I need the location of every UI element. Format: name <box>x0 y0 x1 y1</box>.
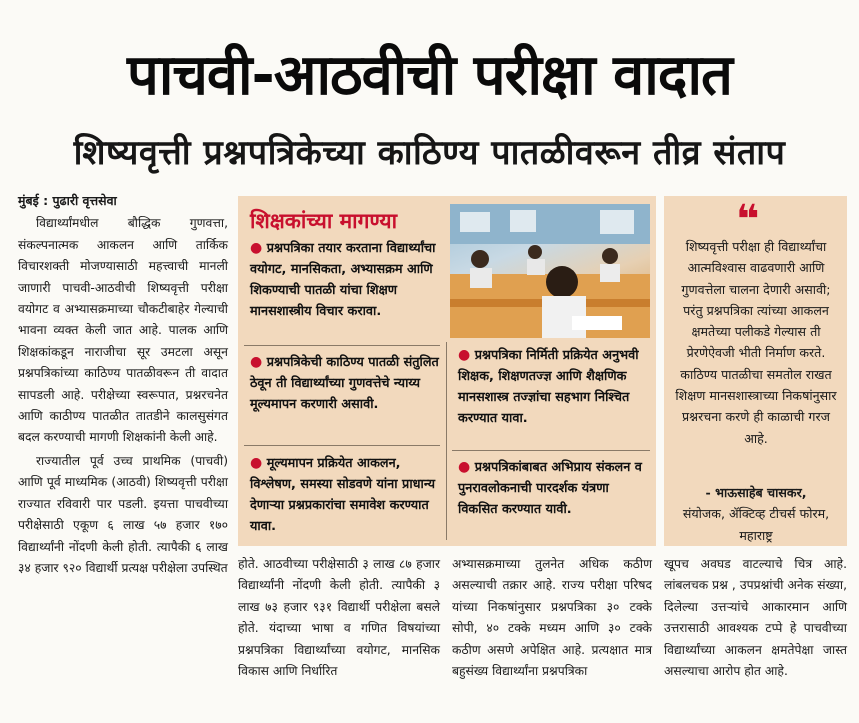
demand-item-2 <box>250 352 442 415</box>
divider <box>446 342 447 540</box>
quote-mark-icon: ❝ <box>736 197 760 243</box>
subheadline: शिष्यवृत्ती प्रश्नपत्रिकेच्या काठिण्य पातळीवरून तीव्र संताप <box>73 133 786 173</box>
students-exam-photo <box>450 204 650 338</box>
bullet-icon: ● <box>458 459 471 475</box>
bottom-column-1: होते. आठवीच्या परीक्षेसाठी ३ लाख ८७ हजार विद्यार्थ्यांनी नोंदणी केली होती. त्यापैकी ३ लाख ७३ हजार ९३१ विद्यार्थी परीक्षेला बसले होते. यंदाच्या भाषा व गणित विषयांच्या प्रश्नपत्रिका विद्यार्थ्यांच्या वयोगट, मानसिक विकास आणि निर्धारित <box>238 557 440 679</box>
demands-title: शिक्षकांच्या मागण्या <box>250 209 398 233</box>
bottom-column-2: अभ्यासक्रमाच्या तुलनेत अधिक कठीण असल्याची तक्रार आहे. राज्य परीक्षा परिषद यांच्या निकषांनुसार प्रश्नपत्रिका ३० टक्के सोपी, ४० टक्के मध्यम आणि ३० टक्के कठीण असणे अपेक्षित आहे. प्रत्यक्षात मात्र बहुसंख्य विद्यार्थ्यांना प्रश्नपत्रिका <box>452 557 652 679</box>
quote-author <box>670 482 842 546</box>
left-column <box>18 190 228 581</box>
bullet-icon: ● <box>458 347 471 363</box>
demand-text: प्रश्नपत्रिका तयार करताना विद्यार्थ्यांचा वयोगट, मानसिकता, अभ्यासक्रम आणि शिकण्याची पातळी यांचा शिक्षण मानसशास्त्रीय विचार करावा. <box>250 241 436 319</box>
bullet-icon: ● <box>250 354 263 370</box>
demand-item-4 <box>458 345 650 429</box>
bullet-icon: ● <box>250 455 263 471</box>
demand-item-5 <box>458 457 650 520</box>
bottom-column-3: खूपच अवघड वाटल्याचे चित्र आहे. लांबलचक प्रश्न , उपप्रश्नांची अनेक संख्या, दिलेल्या उत्तऱ्यांचे आकारमान आणि उत्तरासाठी आवश्यक टप्पे हे पाचवीच्या विद्यार्थ्यांच्या आकलन क्षमतेपेक्षा जास्त असल्याचा आरोप होत आहे. <box>664 557 847 679</box>
demand-text: प्रश्नपत्रिकेची काठिण्य पातळी संतुलित ठेवून ती विद्यार्थ्यांच्या गुणवत्तेचे न्याय्य मूल्यमापन करणारी असावी. <box>250 355 439 412</box>
byline: मुंबई : पुढारी वृत्तसेवा <box>18 193 117 208</box>
left-column-paragraph-2: राज्यातील पूर्व उच्च प्राथमिक (पाचवी) आणि पूर्व माध्यमिक (आठवी) शिष्यवृत्ती परीक्षा राज्यात रविवारी पार पडली. इयत्ता पाचवीच्या परीक्षेसाठी एकूण ६ लाख ५७ हजार १७० विद्यार्थ्यांनी नोंदणी केली होती. त्यापैकी ६ लाख ३४ हजार ९२० विद्यार्थी प्रत्यक्ष परीक्षेला उपस्थित <box>18 453 228 575</box>
bullet-icon: ● <box>250 240 263 256</box>
divider <box>244 345 440 346</box>
quote-author-title: संयोजक, ॲक्टिव्ह टीचर्स फोरम, महाराष्ट्र <box>682 506 830 543</box>
headline: पाचवी-आठवीची परीक्षा वादात <box>127 43 732 108</box>
demand-item-3 <box>250 453 442 537</box>
demand-text: प्रश्नपत्रिकांबाबत अभिप्राय संकलन व पुनरावलोकनाची पारदर्शक यंत्रणा विकसित करण्यात यावी. <box>458 460 642 517</box>
demand-text: प्रश्नपत्रिका निर्मिती प्रक्रियेत अनुभवी शिक्षक, शिक्षणतज्ज्ञ आणि शैक्षणिक मानसशास्त्र तज्ज्ञांचा सहभाग निश्चित करण्यात यावा. <box>458 348 639 426</box>
left-column-paragraph-1: विद्यार्थ्यांमधील बौद्धिक गुणवत्ता, संकल्पनात्मक आकलन आणि तार्किक विचारशक्ती मोजण्यासाठी महत्त्वाची मानली जाणारी पाचवी-आठवीची शिष्यवृत्ती परीक्षा वयोगट व अभ्यासक्रमाच्या चौकटीबाहेर गेल्याची भावना व्यक्त केली जात आहे. पालक आणि शिक्षकांकडून नाराजीचा सूर उमटला असून प्रश्नपत्रिकांच्या काठिण्य पातळीवरून ती वादात सापडली आहे. परीक्षेच्या स्वरूपात, प्रश्नरचनेत आणि काठीण्य पातळीत तातडीने कालसुसंगत बदल करण्याची मागणी शिक्षकांनी केली आहे. <box>18 216 228 445</box>
demand-item-1 <box>250 238 442 322</box>
quote-author-name: - भाऊसाहेब चासकर, <box>705 485 807 500</box>
quote-text: शिष्यवृत्ती परीक्षा ही विद्यार्थ्यांचा आत्मविश्वास वाढवणारी आणि गुणवत्तेला चालना देणारी असावी; परंतु प्रश्नपत्रिका त्यांच्या आकलन क्षमतेच्या पलीकडे गेल्यास ती प्रेरणेऐवजी भीती निर्माण करते. काठिण्य पातळीचा समतोल राखत शिक्षण मानसशास्त्राच्या निकषांनुसार प्रश्नरचना करणे ही काळाची गरज आहे. <box>675 239 837 446</box>
divider <box>244 445 440 446</box>
divider <box>452 450 650 451</box>
demand-text: मूल्यमापन प्रक्रियेत आकलन, विश्लेषण, समस्या सोडवणे यांना प्राधान्य देणाऱ्या प्रश्नप्रकारांचा समावेश करण्यात यावा. <box>250 456 436 534</box>
